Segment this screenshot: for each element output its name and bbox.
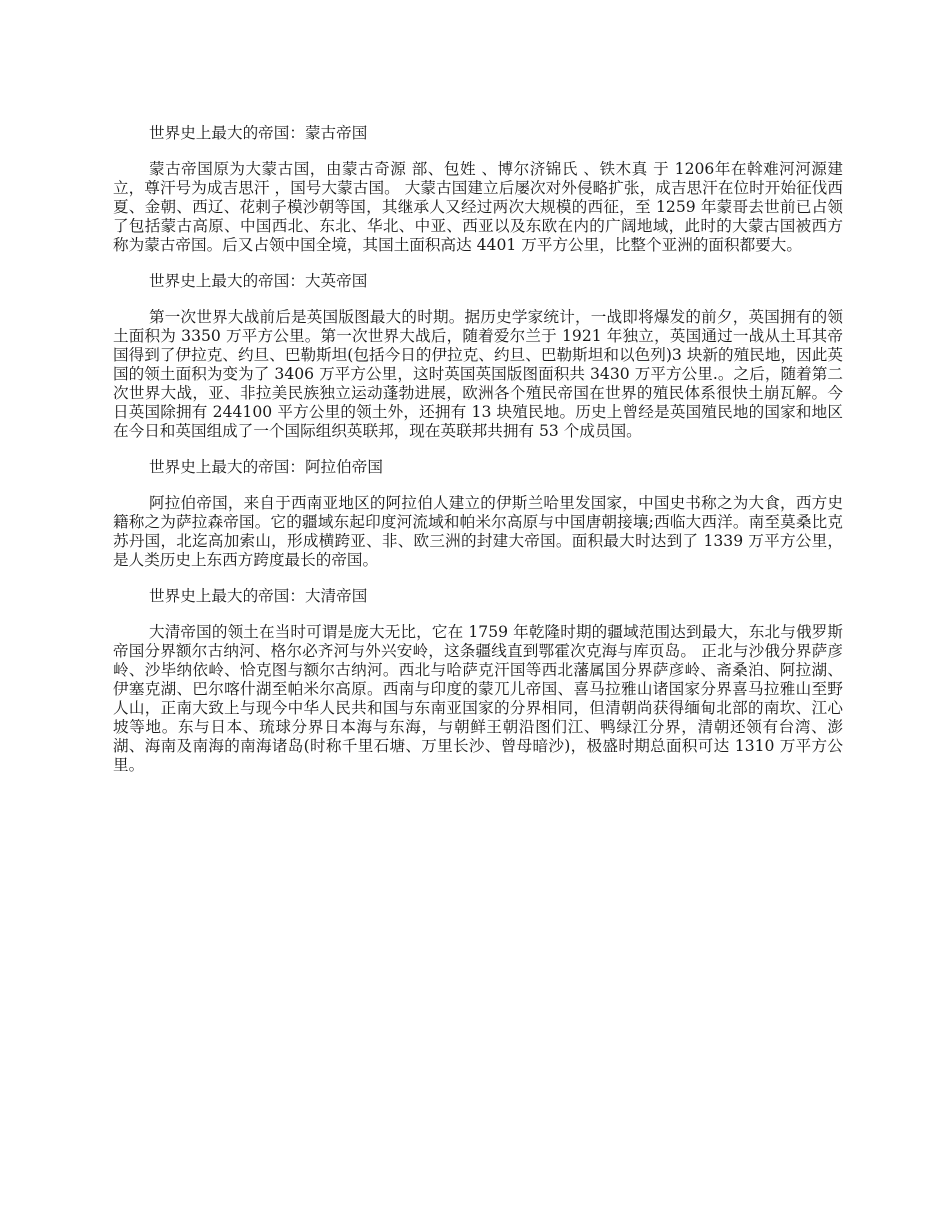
section-body-british: 第一次世界大战前后是英国版图最大的时期。据历史学家统计，一战即将爆发的前夕，英国拥有的领土面积为 3350 万平方公里。第一次世界大战后，随着爱尔兰于 1921 年独立，英国通过一战从土耳其帝国得到了伊拉克、约旦、巴勒斯坦(包括今日的伊拉克、约旦、巴勒斯坦和以色列)3 块新的殖民地，因此英国的领土面积为变为了 3406 万平方公里，这时英国英国版图面积共 3430 万平方公里.。之后，随着第二次世界大战，亚、非拉美民族独立运动蓬勃进展，欧洲各个殖民帝国在世界的殖民体系很快土崩瓦解。今日英国除拥有 244100 平方公里的领土外，还拥有 13 块殖民地。历史上曾经是英国殖民地的国家和地区在今日和英国组成了一个国际组织英联邦，现在英联邦共拥有 53 个成员国。 [113,308,843,440]
section-heading-arab: 世界史上最大的帝国：阿拉伯帝国 [149,458,383,476]
section-heading-qing: 世界史上最大的帝国：大清帝国 [149,587,368,605]
section-heading-mongol: 世界史上最大的帝国：蒙古帝国 [149,124,368,142]
section-body-mongol: 蒙古帝国原为大蒙古国，由蒙古奇源 部、包姓 、博尔济锦氏 、铁木真 于 1206年在斡难河河源建立，尊汗号为成吉思汗 ，国号大蒙古国。 大蒙古国建立后屡次对外侵略扩张，成吉思汗在位时开始征伐西夏、金朝、西辽、花剌子模沙朝等国，其继承人又经过两次大规模的西征，至 1259 年蒙哥去世前已占领了包括蒙古高原、中国西北、东北、华北、中亚、西亚以及东欧在内的广阔地域，此时的大蒙古国被西方称为蒙古帝国。后又占领中国全境，其国土面积高达 4401 万平方公里，比整个亚洲的面积都要大。 [113,160,843,254]
document-body [113,124,843,792]
section-body-qing: 大清帝国的领土在当时可谓是庞大无比，它在 1759 年乾隆时期的疆域范围达到最大，东北与俄罗斯帝国分界额尔古纳河、格尔必齐河与外兴安岭，这条疆线直到鄂霍次克海与库页岛。 正北与沙俄分界萨彦岭、沙毕纳依岭、恰克图与额尔古纳河。西北与哈萨克汗国等西北藩属国分界萨彦岭、斋桑泊、阿拉湖、伊塞克湖、巴尔喀什湖至帕米尔高原。西南与印度的蒙兀儿帝国、喜马拉雅山诸国家分界喜马拉雅山至野人山，正南大致上与现今中华人民共和国与东南亚国家的分界相同，但清朝尚获得缅甸北部的南坎、江心坡等地。东与日本、琉球分界日本海与东海，与朝鲜王朝沿图们江、鸭绿江分界，清朝还领有台湾、澎湖、海南及南海的南海诸岛(时称千里石塘、万里长沙、曾母暗沙)，极盛时期总面积可达 1310 万平方公里。 [113,623,843,774]
section-heading-british: 世界史上最大的帝国：大英帝国 [149,272,368,290]
section-body-arab: 阿拉伯帝国，来自于西南亚地区的阿拉伯人建立的伊斯兰哈里发国家，中国史书称之为大食，西方史籍称之为萨拉森帝国。它的疆域东起印度河流域和帕米尔高原与中国唐朝接壤;西临大西洋。南至莫桑比克苏丹国，北迄高加索山，形成横跨亚、非、欧三洲的封建大帝国。面积最大时达到了 1339 万平方公里，是人类历史上东西方跨度最长的帝国。 [113,494,843,569]
